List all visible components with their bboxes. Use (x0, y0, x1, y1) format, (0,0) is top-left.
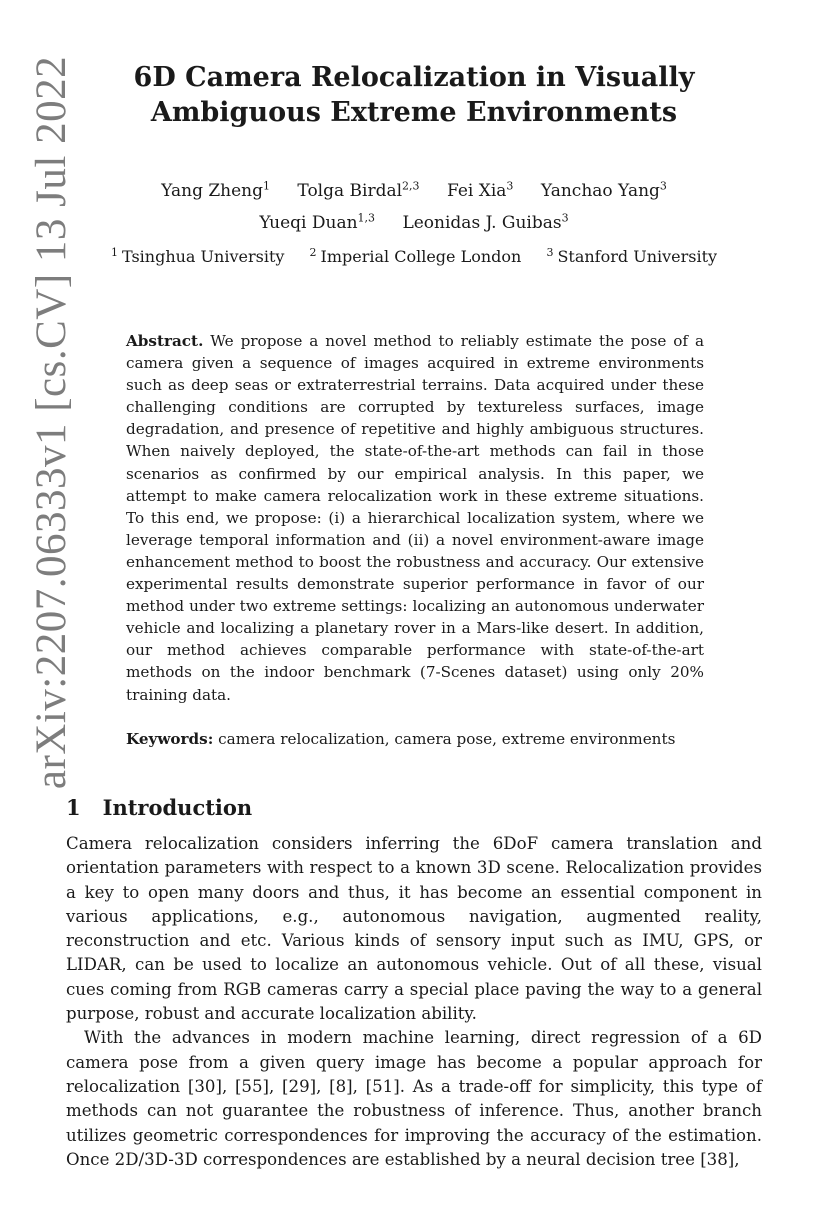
keywords (126, 728, 726, 750)
affiliation: $^1$ Tsinghua University (110, 246, 285, 267)
keywords-text: camera relocalization, camera pose, extreme environments (218, 730, 676, 748)
paragraph: Camera relocalization considers inferring the 6DoF camera translation and orientation parameters with respect to a known 3D scene. Relocalization provides a key to open many doors and thus, it has become an essential component in various applications, e.g., autonomous navigation, augmented reality, reconstruction and etc. Various kinds of sensory input such as IMU, GPS, or LIDAR, can be used to localize an autonomous vehicle. Out of all these, visual cues coming from RGB cameras carry a special place paving the way to a general purpose, robust and accurate localization ability. (66, 834, 762, 1024)
abstract-label: Abstract. (126, 332, 204, 350)
author: Yang Zheng$^1$ (161, 179, 271, 201)
affiliation: $^3$ Stanford University (546, 246, 718, 267)
introduction-body (66, 832, 762, 1172)
section-heading-introduction (66, 794, 252, 822)
title-line-1: 6D Camera Relocalization in Visually (133, 62, 695, 93)
arxiv-side-stamp (28, 55, 76, 789)
keywords-label: Keywords: (126, 730, 214, 748)
title-line-2: Ambiguous Extreme Environments (150, 97, 678, 128)
author-row-2 (100, 205, 728, 238)
author: Leonidas J. Guibas$^3$ (402, 211, 569, 234)
affiliation: $^2$ Imperial College London (309, 246, 522, 267)
arxiv-identifier: arXiv:2207.06333v1 [cs.CV] 13 Jul 2022 (28, 55, 76, 789)
author: Tolga Birdal$^{2,3}$ (297, 179, 420, 201)
abstract (126, 330, 704, 706)
section-number: 1 (66, 795, 81, 820)
author-list (100, 172, 728, 237)
affiliation-list (100, 242, 728, 268)
section-title: Introduction (102, 795, 253, 820)
author: Fei Xia$^3$ (446, 179, 514, 201)
author-row-1 (100, 172, 728, 205)
paragraph: With the advances in modern machine learning, direct regression of a 6D camera pose from a given query image has become a popular approach for relocalization [30], [55], [29], [8], [51]. As a trade-off for simplicity, this type of methods can not guarantee the robustness of inference. Thus, another branch utilizes geometric correspondences for improving the accuracy of the estimation. Once 2D/3D-3D correspondences are established by a neural decision tree [38], (66, 1028, 762, 1169)
paper-title (100, 60, 728, 130)
author: Yueqi Duan$^{1,3}$ (259, 211, 376, 234)
author: Yanchao Yang$^3$ (540, 179, 667, 201)
abstract-text: We propose a novel method to reliably estimate the pose of a camera given a sequence of images acquired in extreme environments such as deep seas or extraterrestrial terrains. Data acquired under these challenging conditions are corrupted by textureless surfaces, image degradation, and presence of repetitive and highly ambiguous structures. When naively deployed, the state-of-the-art methods can fail in those scenarios as confirmed by our empirical analysis. In this paper, we attempt to make camera relocalization work in these extreme situations. To this end, we propose: (i) a hierarchical localization system, where we leverage temporal information and (ii) a novel environment-aware image enhancement method to boost the robustness and accuracy. Our extensive experimental results demonstrate superior performance in favor of our method under two extreme settings: localizing an autonomous underwater vehicle and localizing a planetary rover in a Mars-like desert. In addition, our method achieves comparable performance with state-of-the-art methods on the indoor benchmark (7-Scenes dataset) using only 20% training data. (126, 332, 705, 704)
